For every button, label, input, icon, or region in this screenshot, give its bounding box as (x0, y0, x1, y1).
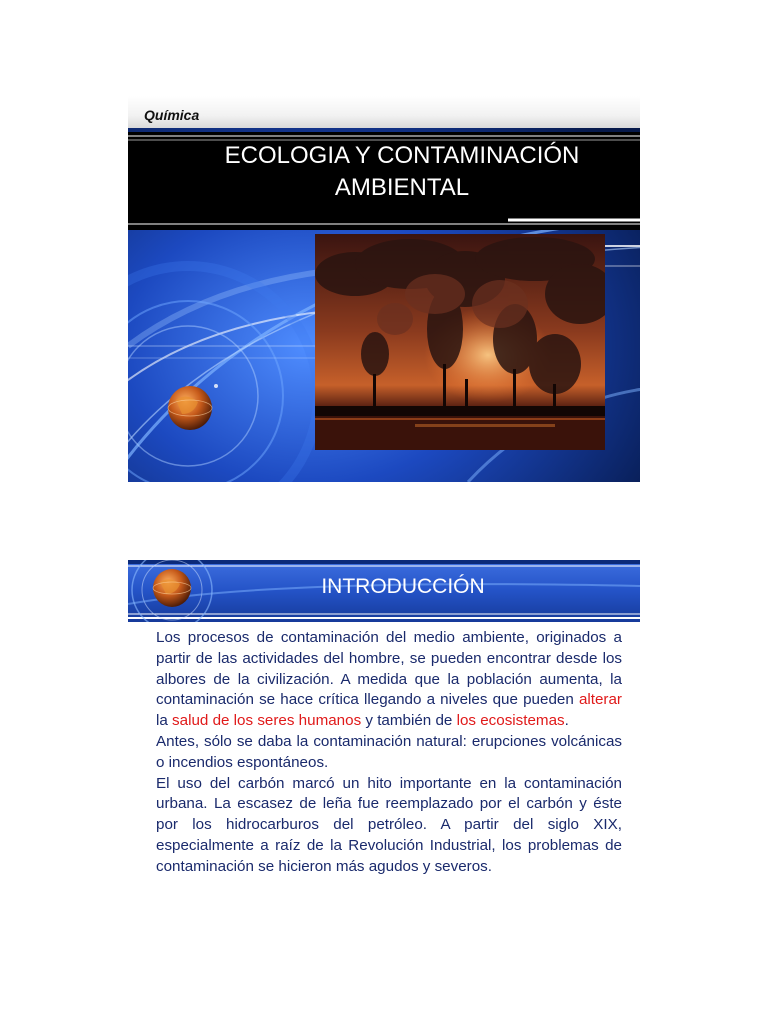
title-slide (128, 96, 640, 482)
subject-label: Química (144, 107, 200, 123)
highlight-alterar: alterar (578, 691, 622, 709)
slide-title (128, 140, 640, 204)
highlight-ecosistemas: los ecosistemas (456, 712, 565, 730)
title-line-1: ECOLOGIA Y CONTAMINACIÓN (224, 142, 580, 169)
industrial-smoke-photo (315, 234, 605, 450)
paragraph-1 (156, 628, 622, 732)
paragraph-2: Antes, sólo se daba la contaminación natural: erupciones volcánicas o incendios espontáneos. (156, 732, 622, 771)
section-title: INTRODUCCIÓN (321, 575, 485, 598)
subject-bar (128, 96, 640, 128)
p1-text-d: . (564, 712, 569, 730)
p1-text-b: la (156, 712, 173, 730)
globe-icon (168, 386, 212, 430)
paragraph-3: El uso del carbón marcó un hito importante en la contaminación urbana. La escasez de leña fue reemplazado por el carbón y éste por los hidrocarburos del petróleo. A partir del siglo XIX, especialmente a raíz de la Revolución Industrial, los problemas de contaminación se hicieron más agudos y severos. (156, 774, 622, 875)
p1-text-c: y también de (361, 712, 457, 730)
p1-text-a: Los procesos de contaminación del medio ambiente, originados a partir de las actividades del hombre, se pueden encontrar desde los albores de la civilización. A medida que la población aumenta, la contaminación se hace crítica llegando a niveles que pueden (156, 629, 622, 709)
highlight-salud: salud de los seres humanos (172, 712, 362, 730)
title-line-2: AMBIENTAL (334, 174, 470, 201)
intro-body (156, 628, 622, 878)
